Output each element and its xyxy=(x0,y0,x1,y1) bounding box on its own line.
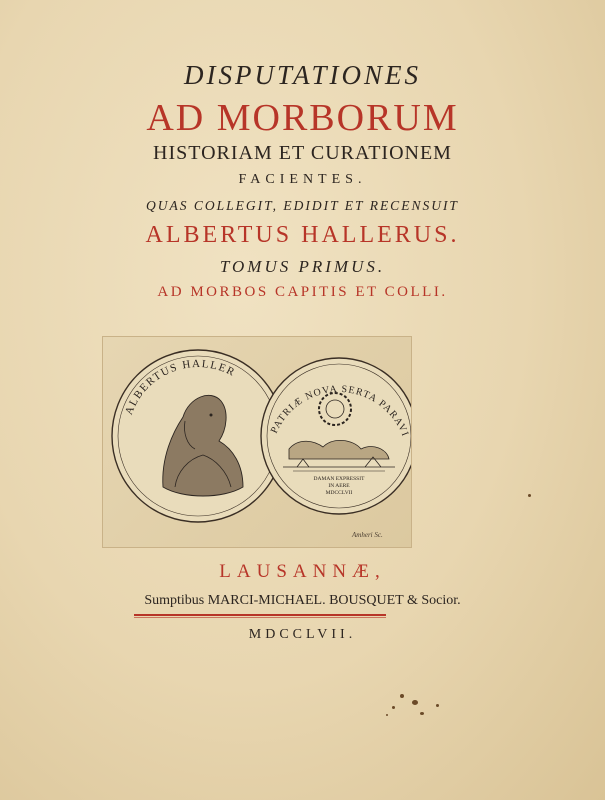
title-line-1: DISPUTATIONES xyxy=(184,60,421,90)
foxing-spot xyxy=(400,694,404,698)
title-line-2: AD MORBORUM xyxy=(146,97,459,139)
publisher-line: Sumptibus MARCI-MICHAEL. BOUSQUET & Socior. xyxy=(144,593,461,608)
volume-label: TOMUS PRIMUS. xyxy=(219,257,386,276)
imprint-rule-secondary xyxy=(134,617,386,618)
title-line-3: HISTORIAM ET CURATIONEM xyxy=(153,142,452,164)
engraver-credit: Amheri Sc. xyxy=(352,531,383,539)
place-of-publication: LAUSANNÆ, xyxy=(219,561,386,582)
exergue-line-2: IN AERE xyxy=(328,483,350,489)
medal-illustration xyxy=(103,337,411,547)
title-line-4: FACIENTES. xyxy=(238,172,367,187)
foxing-spot xyxy=(528,494,531,497)
obverse-legend: ALBERTUS HALLER xyxy=(122,357,238,417)
foxing-spot xyxy=(436,704,439,707)
title-line-5: QUAS COLLEGIT, EDIDIT ET RECENSUIT xyxy=(146,198,459,213)
author-name: ALBERTUS HALLERUS. xyxy=(145,222,460,248)
foxing-spot xyxy=(386,714,388,716)
exergue-line-1: DAMAN EXPRESSIT xyxy=(313,476,365,482)
publication-year: MDCCLVII. xyxy=(248,627,357,642)
medal-obverse xyxy=(112,350,284,522)
subject-line: AD MORBOS CAPITIS ET COLLI. xyxy=(157,284,448,300)
foxing-spot xyxy=(412,700,418,705)
medal-engraving xyxy=(102,336,412,548)
exergue-line-3: MDCCLVII xyxy=(325,490,353,496)
foxing-spot xyxy=(392,706,395,709)
reverse-legend: PATRIÆ NOVA SERTA PARAVI xyxy=(268,383,411,439)
foxing-spot xyxy=(420,712,424,715)
imprint-rule xyxy=(134,614,386,616)
